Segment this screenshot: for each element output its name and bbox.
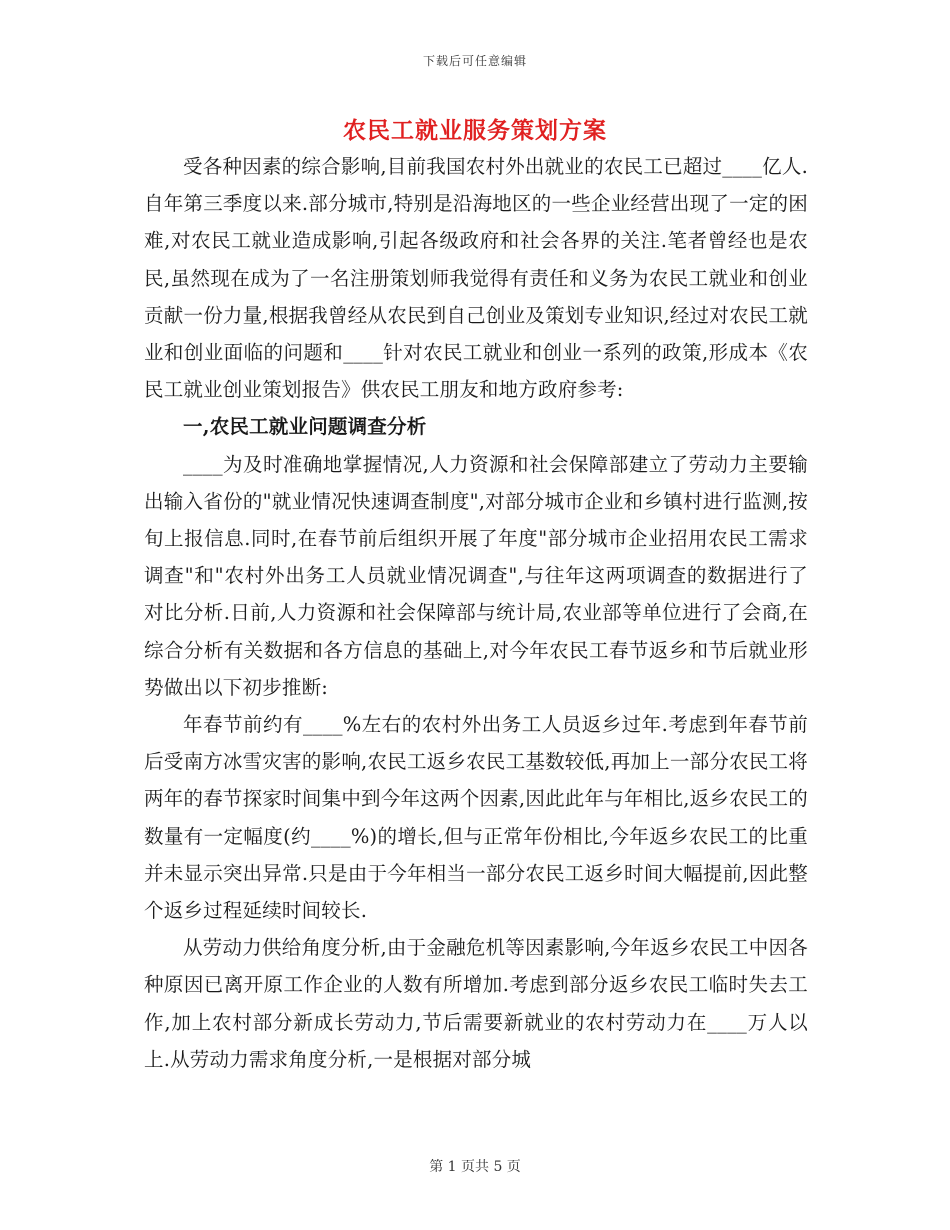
return-home-paragraph: 年春节前约有____%左右的农村外出务工人员返乡过年.考虑到年春节前后受南方冰雪灾害的影响,农民工返乡农民工基数较低,再加上一部分农民工将两年的春节探家时间集中到今年这两个因素,因此此年与年相比,返乡农民工的数量有一定幅度(约____%)的增长,但与正常年份相比,今年返乡农民工的比重并未显示突出异常.只是由于今年相当一部分农民工返乡时间大幅提前,因此整个返乡过程延续时间较长.	[144, 713, 808, 923]
page-header: 下载后可任意编辑	[422, 54, 527, 68]
document-body	[144, 148, 808, 1078]
section-heading: 一,农民工就业问题调查分析	[183, 415, 427, 439]
survey-paragraph: ____为及时准确地掌握情况,人力资源和社会保障部建立了劳动力主要输出输入省份的"就业情况快速调查制度",对部分城市企业和乡镇村进行监测,按旬上报信息.同时,在春节前后组织开展了年度"部分城市企业招用农民工需求调查"和"农村外出务工人员就业情况调查",与往年这两项调查的数据进行了对比分析.日前,人力资源和社会保障部与统计局,农业部等单位进行了会商,在综合分析有关数据和各方信息的基础上,对今年农民工春节返乡和节后就业形势做出以下初步推断:	[144, 452, 808, 699]
page-number-footer: 第 1 页共 5 页	[429, 1159, 521, 1175]
document-title: 农民工就业服务策划方案	[343, 117, 607, 144]
intro-paragraph: 受各种因素的综合影响,目前我国农村外出就业的农民工已超过____亿人.自年第三季度以来.部分城市,特别是沿海地区的一些企业经营出现了一定的困难,对农民工就业造成影响,引起各级政府和社会各界的关注.笔者曾经也是农民,虽然现在成为了一名注册策划师我觉得有责任和义务为农民工就业和创业贡献一份力量,根据我曾经从农民到自己创业及策划专业知识,经过对农民工就业和创业面临的问题和____针对农民工就业和创业一系列的政策,形成本《农民工就业创业策划报告》供农民工朋友和地方政府参考:	[144, 155, 808, 402]
labor-supply-paragraph: 从劳动力供给角度分析,由于金融危机等因素影响,今年返乡农民工中因各种原因已离开原工作企业的人数有所增加.考虑到部分返乡农民工临时失去工作,加上农村部分新成长劳动力,节后需要新就业的农村劳动力在____万人以上.从劳动力需求角度分析,一是根据对部分城	[144, 936, 808, 1071]
